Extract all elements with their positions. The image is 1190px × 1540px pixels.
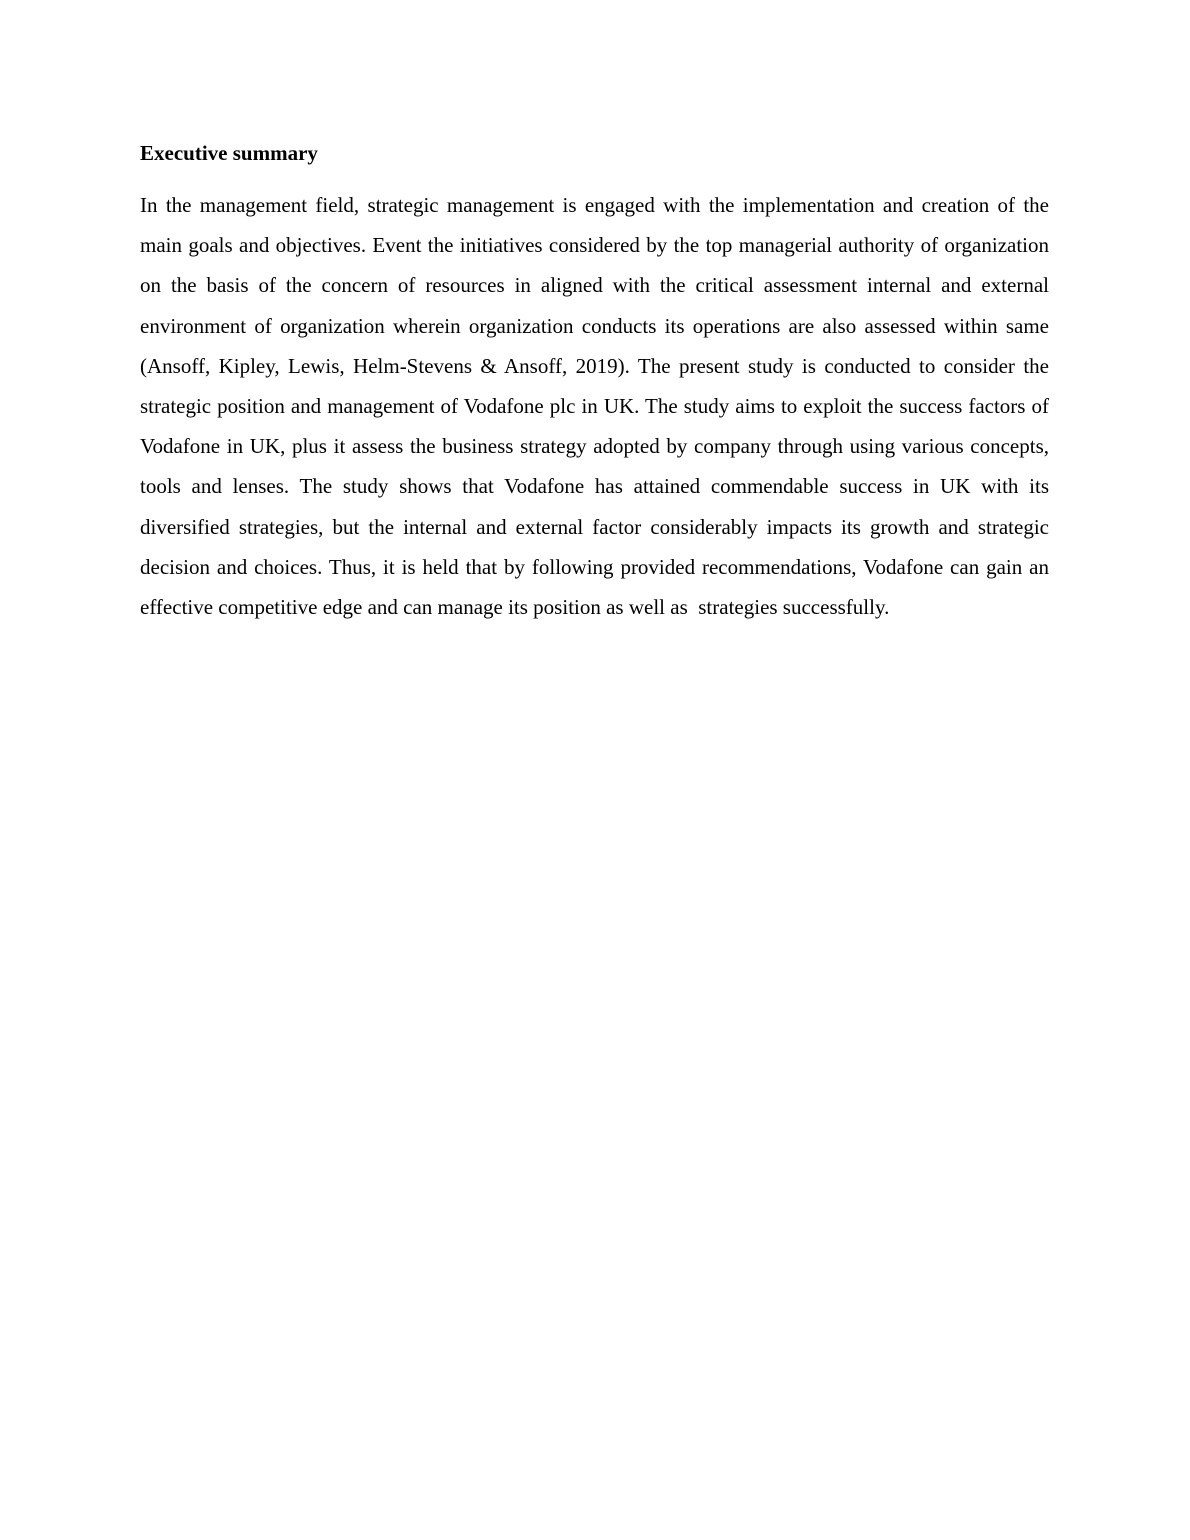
section-heading: Executive summary [140, 141, 318, 165]
page-content [140, 139, 1055, 627]
summary-paragraph: In the management field, strategic management is engaged with the implementation and creation of the main goals and objectives. Event the initiatives considered by the top managerial authority of organization on the basis of the concern of resources in aligned with the critical assessment internal and external environment of organization wherein organization conducts its operations are also assessed within same (Ansoff, Kipley, Lewis, Helm-Stevens & Ansoff, 2019). The present study is conducted to consider the strategic position and management of Vodafone plc in UK. The study aims to exploit the success factors of Vodafone in UK, plus it assess the business strategy adopted by company through using various concepts, tools and lenses. The study shows that Vodafone has attained commendable success in UK with its diversified strategies, but the internal and external factor considerably impacts its growth and strategic decision and choices. Thus, it is held that by following provided recommendations, Vodafone can gain an effective competitive edge and can manage its position as well as strategies successfully. [140, 193, 1055, 620]
